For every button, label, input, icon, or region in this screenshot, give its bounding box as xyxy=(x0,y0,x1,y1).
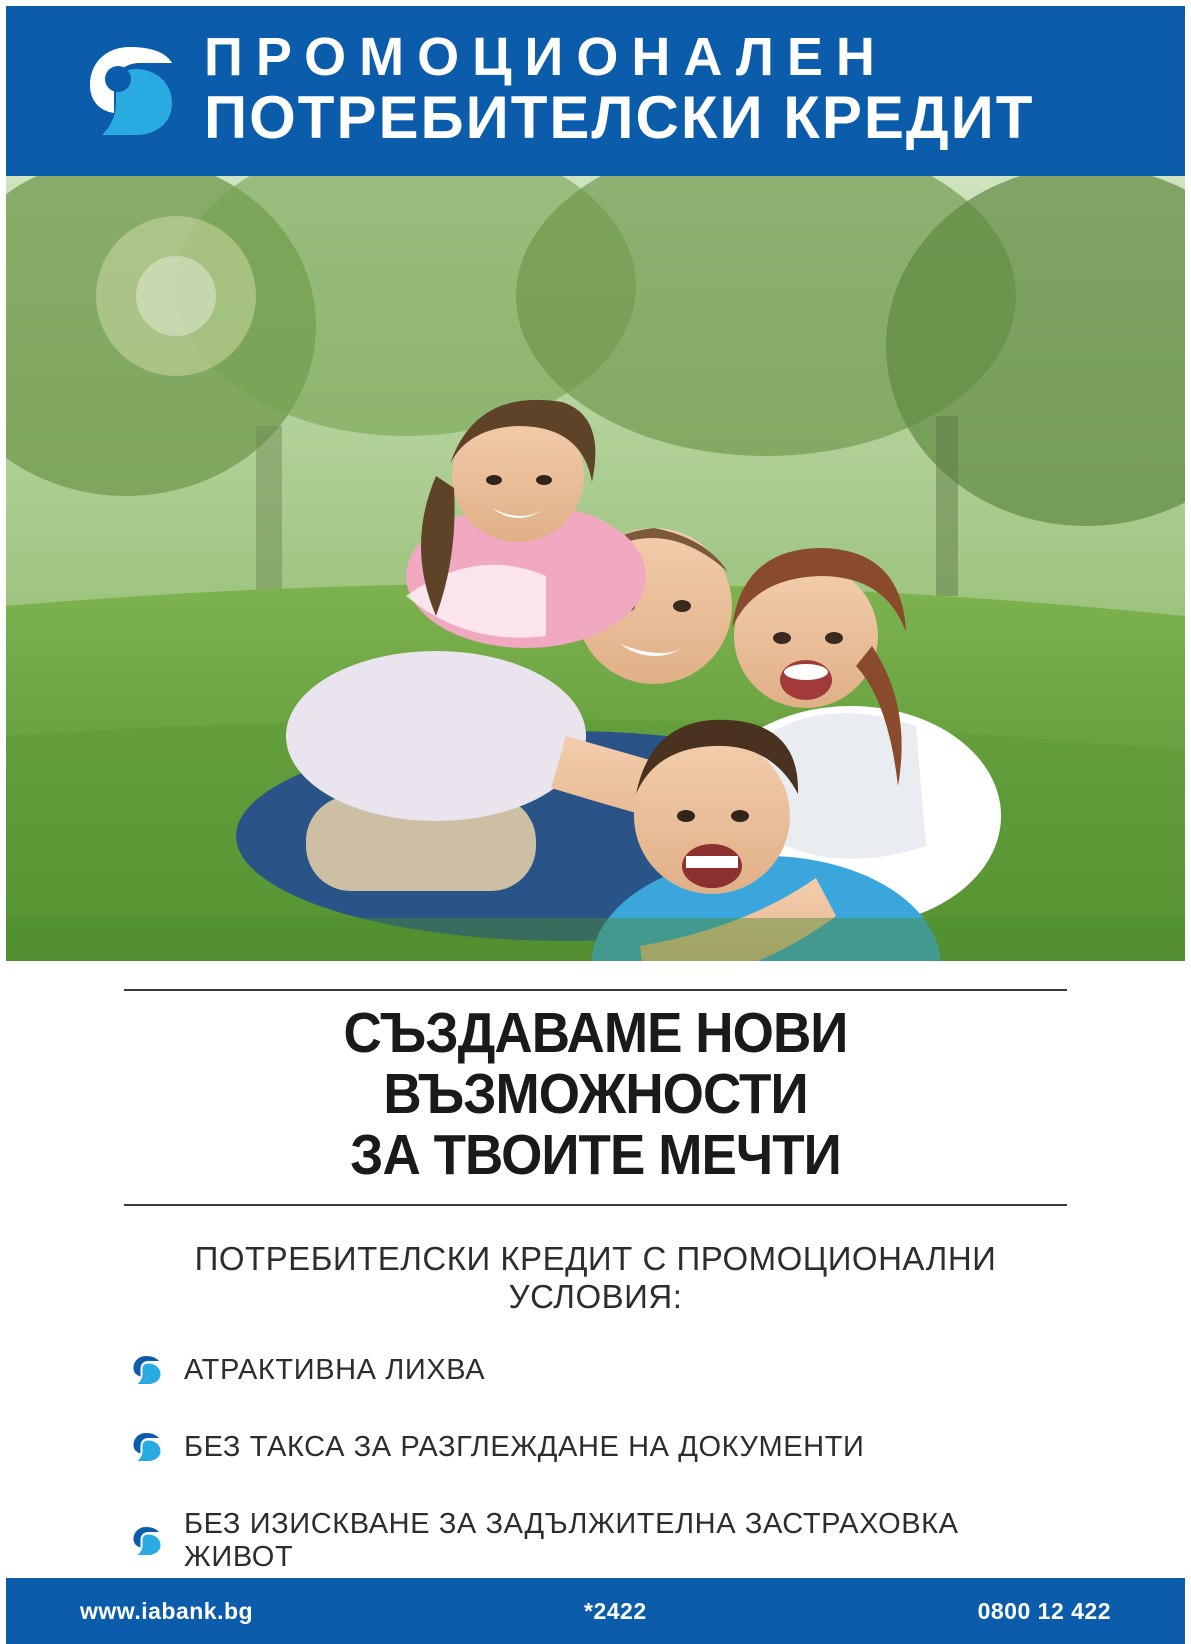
ia-bank-bullet-icon xyxy=(132,1432,162,1462)
ia-bank-bullet-icon xyxy=(132,1355,162,1385)
content-area xyxy=(6,989,1185,1574)
benefits-list xyxy=(124,1354,1067,1574)
page-title-line2: ПОТРЕБИТЕЛСКИ КРЕДИТ xyxy=(204,84,1035,152)
page-title-line1: ПРОМОЦИОНАЛЕН xyxy=(204,26,888,87)
list-item xyxy=(124,1431,1067,1464)
list-item-label: БЕЗ ТАКСА ЗА РАЗГЛЕЖДАНЕ НА ДОКУМЕНТИ xyxy=(184,1430,865,1463)
phone-number[interactable]: 0800 12 422 xyxy=(977,1597,1111,1624)
headline-line2: ЗА ТВОИТЕ МЕЧТИ xyxy=(350,1122,841,1187)
list-item-label: АТРАКТИВНА ЛИХВА xyxy=(184,1353,486,1386)
list-item xyxy=(124,1508,1067,1574)
subheadline: ПОТРЕБИТЕЛСКИ КРЕДИТ С ПРОМОЦИОНАЛНИ УСЛОВИЯ: xyxy=(194,1239,997,1315)
headline-line1: СЪЗДАВАМЕ НОВИ ВЪЗМОЖНОСТИ xyxy=(343,1001,848,1126)
website-link[interactable]: www.iabank.bg xyxy=(80,1597,254,1624)
header-title-group xyxy=(204,26,1035,152)
footer-bar xyxy=(6,1578,1185,1644)
page-headline xyxy=(157,991,1034,1194)
list-item-label: БЕЗ ИЗИСКВАНЕ ЗА ЗАДЪЛЖИТЕЛНА ЗАСТРАХОВКА ЖИВОТ xyxy=(184,1507,959,1573)
ia-bank-logo-icon xyxy=(84,43,180,139)
ia-bank-bullet-icon xyxy=(132,1526,162,1556)
list-item xyxy=(124,1354,1067,1387)
short-number[interactable]: *2422 xyxy=(584,1597,647,1624)
hero-photo xyxy=(6,176,1185,961)
header-banner xyxy=(6,6,1185,176)
divider-bottom xyxy=(124,1204,1067,1206)
